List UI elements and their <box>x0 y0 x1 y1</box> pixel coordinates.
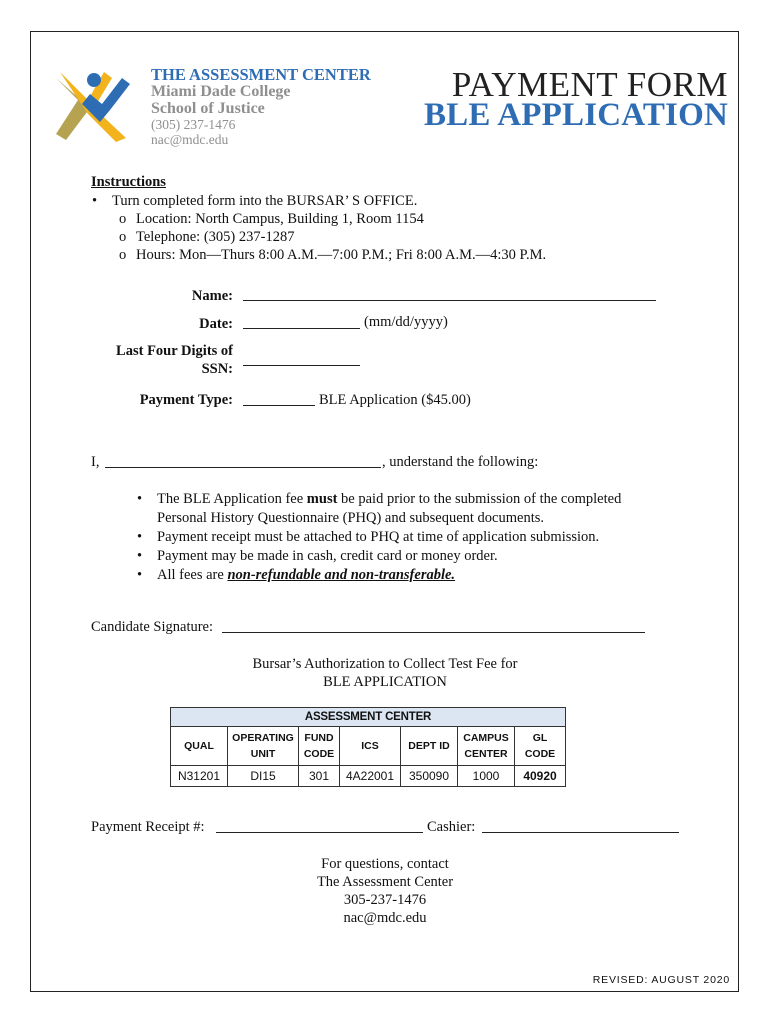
form-subtitle: BLE APPLICATION <box>423 97 728 133</box>
cell-ics: 4A22001 <box>340 766 401 787</box>
circle-bullet-icon: o <box>119 229 127 245</box>
bullet-icon: • <box>137 491 143 507</box>
table-header-row <box>171 727 566 766</box>
bullet-icon: • <box>137 548 143 564</box>
header-qual: QUAL <box>171 727 228 766</box>
contact-block: For questions, contact The Assessment Center 305-237-1476 nac@mdc.edu <box>316 856 454 926</box>
cell-operating-unit: DI15 <box>228 766 299 787</box>
non-refundable-notice: non-refundable and non-transferable. <box>227 567 456 583</box>
bullet-icon: • <box>137 529 143 545</box>
ack-prefix: I, <box>91 454 100 470</box>
instructions-heading: Instructions <box>91 174 166 190</box>
cell-campus-center: 1000 <box>458 766 515 787</box>
organization-block <box>151 66 371 147</box>
bullet-icon: • <box>92 193 98 209</box>
ack-bullet: • Payment may be made in cash, credit card or money order. <box>137 548 498 564</box>
table-title: ASSESSMENT CENTER <box>171 708 566 727</box>
header-operating-unit: OPERATING UNIT <box>228 727 299 766</box>
assessment-center-logo <box>52 64 134 144</box>
circle-bullet-icon: o <box>119 247 127 263</box>
instruction-sub-item: o Location: North Campus, Building 1, Room 1154 <box>119 211 424 227</box>
cell-qual: N31201 <box>171 766 228 787</box>
name-label: Name: <box>191 288 233 304</box>
cashier-label: Cashier: <box>427 819 476 835</box>
instruction-sub-item: o Hours: Mon—Thurs 8:00 A.M.—7:00 P.M.; Fri 8:00 A.M.—4:30 P.M. <box>119 247 547 263</box>
instruction-item: • Turn completed form into the BURSAR’ S OFFICE. <box>92 193 418 209</box>
table-row <box>171 766 566 787</box>
fund-code-table <box>170 707 566 787</box>
date-label: Date: <box>199 316 233 332</box>
header-fund-code: FUND CODE <box>299 727 340 766</box>
signature-field[interactable] <box>222 632 645 633</box>
ssn-field[interactable] <box>243 365 360 366</box>
payment-type-field[interactable] <box>243 405 315 406</box>
header-ics: ICS <box>340 727 401 766</box>
org-phone: (305) 237-1476 <box>151 117 236 132</box>
ack-name-field[interactable] <box>105 467 381 468</box>
header-dept-id: DEPT ID <box>401 727 458 766</box>
signature-label: Candidate Signature: <box>91 619 214 635</box>
payment-receipt-field[interactable] <box>216 832 423 833</box>
cell-dept-id: 350090 <box>401 766 458 787</box>
instruction-sub-item: o Telephone: (305) 237-1287 <box>119 229 295 245</box>
payment-type-label: Payment Type: <box>139 392 233 408</box>
ssn-label: Last Four Digits of SSN: <box>116 343 233 377</box>
cell-gl-code: 40920 <box>515 766 566 787</box>
school-name: School of Justice <box>151 100 265 117</box>
org-name: THE ASSESSMENT CENTER <box>151 65 371 84</box>
date-field[interactable] <box>243 328 360 329</box>
bursar-authorization: Bursar’s Authorization to Collect Test Fee for BLE APPLICATION <box>252 656 518 690</box>
form-title: PAYMENT FORM <box>451 65 728 104</box>
org-email: nac@mdc.edu <box>151 132 229 147</box>
college-name: Miami Dade College <box>151 83 291 100</box>
ack-bullet: • Payment receipt must be attached to PHQ at time of application submission. <box>137 529 600 545</box>
payment-receipt-label: Payment Receipt #: <box>91 819 205 835</box>
header-gl-code: GL CODE <box>515 727 566 766</box>
cell-fund-code: 301 <box>299 766 340 787</box>
payment-type-option: BLE Application ($45.00) <box>319 392 471 408</box>
header-campus-center: CAMPUS CENTER <box>458 727 515 766</box>
ack-bullet-continued: Personal History Questionnaire (PHQ) and subsequent documents. <box>157 510 545 526</box>
cashier-field[interactable] <box>482 832 679 833</box>
ack-bullet: • The BLE Application fee must be paid prior to the submission of the completed <box>137 491 622 507</box>
ack-bullet: • All fees are non-refundable and non-transferable. <box>137 567 456 583</box>
ack-suffix: , understand the following: <box>382 454 539 470</box>
revision-date: REVISED: AUGUST 2020 <box>592 974 730 986</box>
name-field[interactable] <box>243 300 656 301</box>
date-format-hint: (mm/dd/yyyy) <box>364 314 448 330</box>
circle-bullet-icon: o <box>119 211 127 227</box>
bullet-icon: • <box>137 567 143 583</box>
